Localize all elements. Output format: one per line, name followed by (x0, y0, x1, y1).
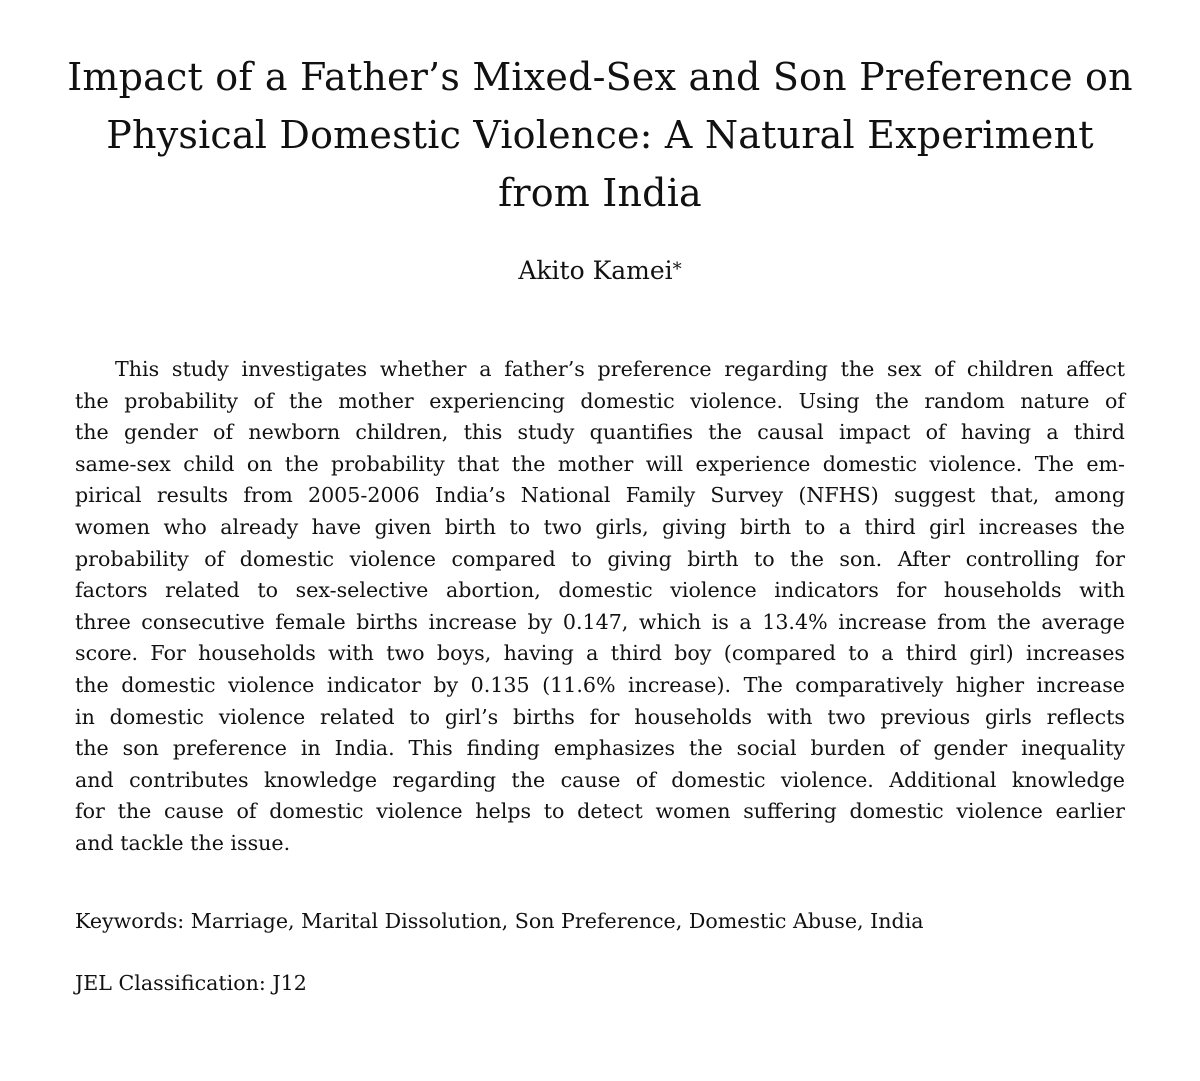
abstract-line: probability of domestic violence compared to giving birth to the son. After controlling for (75, 546, 1125, 571)
abstract-line: the son preference in India. This finding emphasizes the social burden of gender inequality (75, 736, 1125, 761)
abstract-line: the gender of newborn children, this study quantifies the causal impact of having a third (75, 420, 1125, 445)
title-line: Impact of a Father’s Mixed-Sex and Son Preference on (67, 55, 1133, 99)
abstract-line: score. For households with two boys, having a third boy (compared to a third girl) increases (75, 641, 1125, 666)
keywords: Keywords: Marriage, Marital Dissolution, Son Preference, Domestic Abuse, India (75, 909, 924, 933)
abstract-line: the probability of the mother experiencing domestic violence. Using the random nature of (75, 388, 1125, 413)
author-name: Akito Kamei (518, 256, 673, 285)
title-line: Physical Domestic Violence: A Natural Experiment (106, 113, 1094, 157)
author-footnote-mark: * (672, 259, 682, 280)
abstract-line: for the cause of domestic violence helps to detect women suffering domestic violence earlier (75, 799, 1125, 824)
abstract-line: This study investigates whether a father’s preference regarding the sex of children affect (115, 357, 1125, 381)
abstract-line: and tackle the issue. (75, 830, 291, 855)
title-line: from India (498, 171, 702, 215)
abstract-line: factors related to sex-selective abortion, domestic violence indicators for households with (75, 578, 1125, 603)
abstract (75, 354, 1125, 860)
abstract-line: same-sex child on the probability that the mother will experience domestic violence. The em- (75, 451, 1125, 476)
paper-title (60, 48, 1140, 222)
abstract-line: in domestic violence related to girl’s births for households with two previous girls reflects (75, 704, 1125, 729)
abstract-line: and contributes knowledge regarding the cause of domestic violence. Additional knowledge (75, 767, 1125, 792)
abstract-line: women who already have given birth to two girls, giving birth to a third girl increases the (75, 514, 1125, 539)
abstract-line: three consecutive female births increase by 0.147, which is a 13.4% increase from the average (75, 609, 1125, 634)
abstract-line: pirical results from 2005-2006 India’s National Family Survey (NFHS) suggest that, among (75, 483, 1125, 508)
author (0, 254, 1200, 291)
jel-classification: JEL Classification: J12 (75, 971, 307, 995)
abstract-line: the domestic violence indicator by 0.135 (11.6% increase). The comparatively higher increase (75, 672, 1125, 697)
